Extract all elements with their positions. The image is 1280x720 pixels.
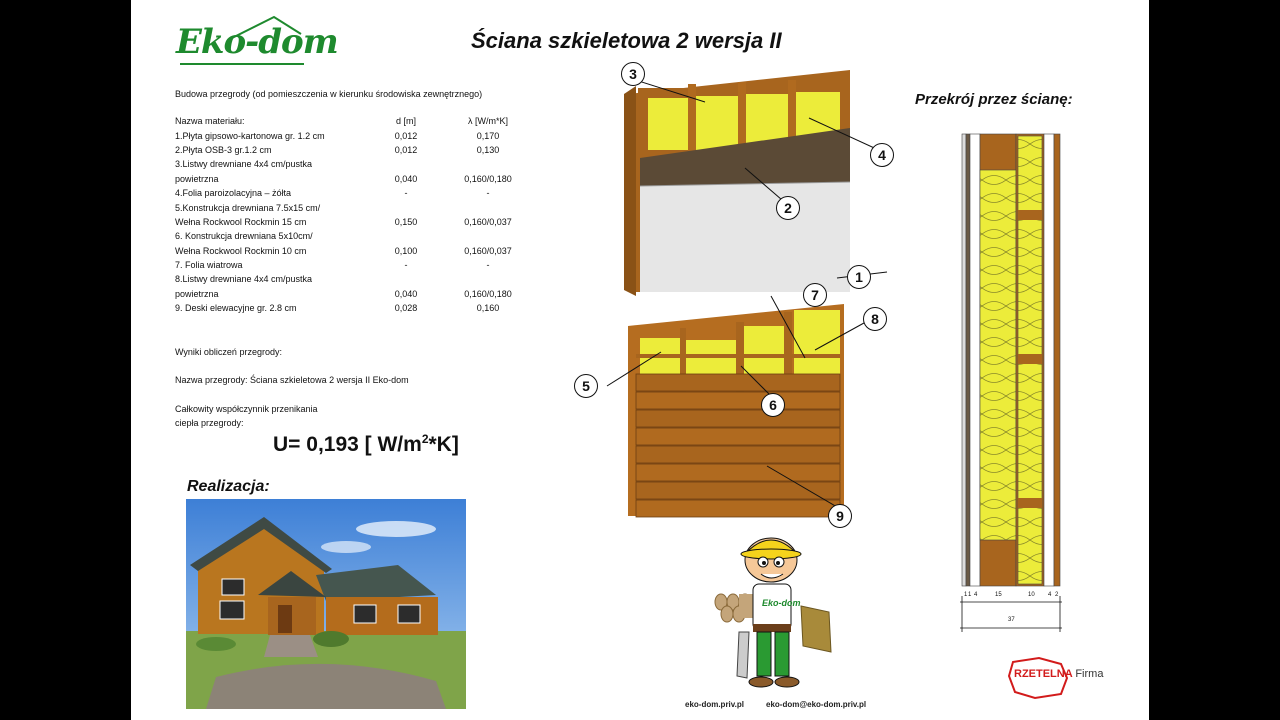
conductivity — [445, 200, 531, 214]
thickness — [367, 200, 445, 214]
mascot-illustration — [699, 528, 839, 698]
material-name: Wełna Rockwool Rockmin 10 cm — [175, 245, 307, 256]
material-name: powietrzna — [175, 173, 219, 184]
thickness: 0,040 — [394, 288, 418, 299]
callout-2: 2 — [776, 196, 800, 220]
callout-leaders — [571, 60, 911, 530]
table-row — [175, 287, 531, 301]
table-row — [175, 244, 531, 258]
callout-3: 3 — [621, 62, 645, 86]
u-value: U= 0,193 [ $W/m^2*K$] — [273, 432, 459, 456]
callout-9: 9 — [828, 504, 852, 528]
conductivity — [445, 229, 531, 243]
material-name: Wełna Rockwool Rockmin 15 cm — [175, 216, 307, 227]
thickness: d [m] — [395, 116, 416, 127]
callout-1: 1 — [847, 265, 871, 289]
table-row — [175, 215, 531, 229]
partition-name: Nazwa przegrody: Ściana szkieletowa 2 wersja II Eko-dom — [175, 375, 409, 385]
material-name: 1.Płyta gipsowo-kartonowa gr. 1.2 cm — [175, 130, 325, 141]
material-name: 6. Konstrukcja drewniana 5x10cm/ — [175, 231, 313, 242]
rzetelna-badge: RZETELNA Firma — [1014, 668, 1104, 680]
dim-total: 37 — [1008, 617, 1015, 623]
table-row — [175, 186, 531, 200]
table-row — [175, 200, 531, 214]
callout-6: 6 — [761, 393, 785, 417]
conductivity — [445, 272, 531, 286]
conductivity: 0,130 — [476, 144, 500, 155]
thickness: 0,150 — [394, 216, 418, 227]
conductivity: - — [486, 188, 490, 199]
conductivity: 0,160/0,180 — [464, 173, 512, 184]
callout-4: 4 — [870, 143, 894, 167]
table-row — [175, 157, 531, 171]
table-row — [175, 272, 531, 286]
realization-heading: Realizacja: — [187, 478, 270, 495]
conductivity — [445, 157, 531, 171]
table-row — [175, 143, 531, 157]
callout-8: 8 — [863, 307, 887, 331]
page-title: Ściana szkieletowa 2 wersja II — [471, 28, 782, 53]
thickness: 0,028 — [394, 303, 418, 314]
thickness — [367, 272, 445, 286]
conductivity: λ [W/m*K] — [468, 116, 508, 127]
mascot-badge: Eko-dom — [762, 598, 801, 608]
material-name: 5.Konstrukcja drewniana 7.5x15 cm/ — [175, 202, 321, 213]
logo: Eko-dom — [176, 22, 338, 62]
conductivity: 0,160/0,180 — [464, 288, 512, 299]
cross-section — [958, 126, 1068, 636]
section-heading: Przekrój przez ścianę: — [915, 91, 1073, 108]
thickness: 0,040 — [394, 173, 418, 184]
conductivity: - — [486, 260, 490, 271]
thickness: - — [404, 188, 408, 199]
table-row — [175, 172, 531, 186]
thickness: 0,012 — [394, 144, 418, 155]
conductivity: 0,160/0,037 — [464, 245, 512, 256]
conductivity: 0,160/0,037 — [464, 216, 512, 227]
material-name: powietrzna — [175, 288, 219, 299]
table-row — [175, 301, 531, 315]
thickness — [367, 229, 445, 243]
table-row — [175, 229, 531, 243]
house-photo — [186, 499, 466, 709]
material-name: 8.Listwy drewniane 4x4 cm/pustka — [175, 274, 313, 285]
thickness: 0,012 — [394, 130, 418, 141]
material-name: 2.Płyta OSB-3 gr.1.2 cm — [175, 144, 272, 155]
conductivity: 0,160 — [476, 303, 500, 314]
material-name: 3.Listwy drewniane 4x4 cm/pustka — [175, 159, 313, 170]
material-name: 9. Deski elewacyjne gr. 2.8 cm — [175, 303, 297, 314]
table-header — [175, 114, 531, 128]
coefficient-label-1: Całkowity współczynnik przenikania — [175, 404, 318, 414]
structure-heading: Budowa przegrody (od pomieszczenia w kierunku środowiska zewnętrznego) — [175, 89, 483, 99]
thickness — [367, 157, 445, 171]
table-row — [175, 128, 531, 142]
materials-table — [175, 114, 531, 315]
callout-5: 5 — [574, 374, 598, 398]
material-name: 7. Folia wiatrowa — [175, 260, 243, 271]
footer-email[interactable]: eko-dom@eko-dom.priv.pl — [766, 700, 867, 709]
material-name: Nazwa materiału: — [175, 116, 245, 127]
conductivity: 0,170 — [476, 130, 500, 141]
results-heading: Wyniki obliczeń przegrody: — [175, 347, 282, 357]
footer-website[interactable]: eko-dom.priv.pl — [685, 700, 744, 709]
material-name: 4.Folia paroizolacyjna – żółta — [175, 188, 292, 199]
table-row — [175, 258, 531, 272]
thickness: - — [404, 260, 408, 271]
thickness: 0,100 — [394, 245, 418, 256]
coefficient-label-2: ciepła przegrody: — [175, 418, 244, 428]
callout-7: 7 — [803, 283, 827, 307]
slide: Eko-dom Ściana szkieletowa 2 wersja II Budowa przegrody (od pomieszczenia w kierunku środowiska zewnętrznego) Nazwa materiału: d [m] λ [W/m*K] 1.Płyta gipsowo-kartonowa gr. 1.2 cm 0,012 0,170 2.Płyta OSB-3 gr.1.2 cm 0,012 0,130 3.Listwy drewniane 4x4 cm/pustka powietrzna 0,040 0,160/0,180 4.Folia paroizolacyjna – żółta - - 5.Konstrukcja drewniana 7.5x15 cm/ Wełna Rockwool Rockmin 15 cm 0,150 0,160/0,037 6. Konstrukcja drewniana 5x10cm/ Wełna Rockwool Rockmin 10 cm 0,100 0,160/0,037 7. Folia wiatrowa - - 8.Listwy drewniane 4x4 cm/pustka powietrzna 0,040 0,160/0,180 9. Deski elewacyjne gr. 2.8 cm 0,028 0,160 Wyniki obliczeń przegrody: Nazwa przegrody: Ściana szkieletowa 2 wersja II Eko-dom Całkowity współczynnik przenikania ciepła przegrody: U= 0,193 [ $W/m^2*K$] Realizacja: 1 2 3 4 5 6 7 8 9 Przekrój przez ścianę: 1 1 4 15 10 4 2 37 Eko-dom eko-dom.priv.pl eko-dom@eko-dom.priv.pl RZETELNA Firma — [131, 0, 1149, 720]
